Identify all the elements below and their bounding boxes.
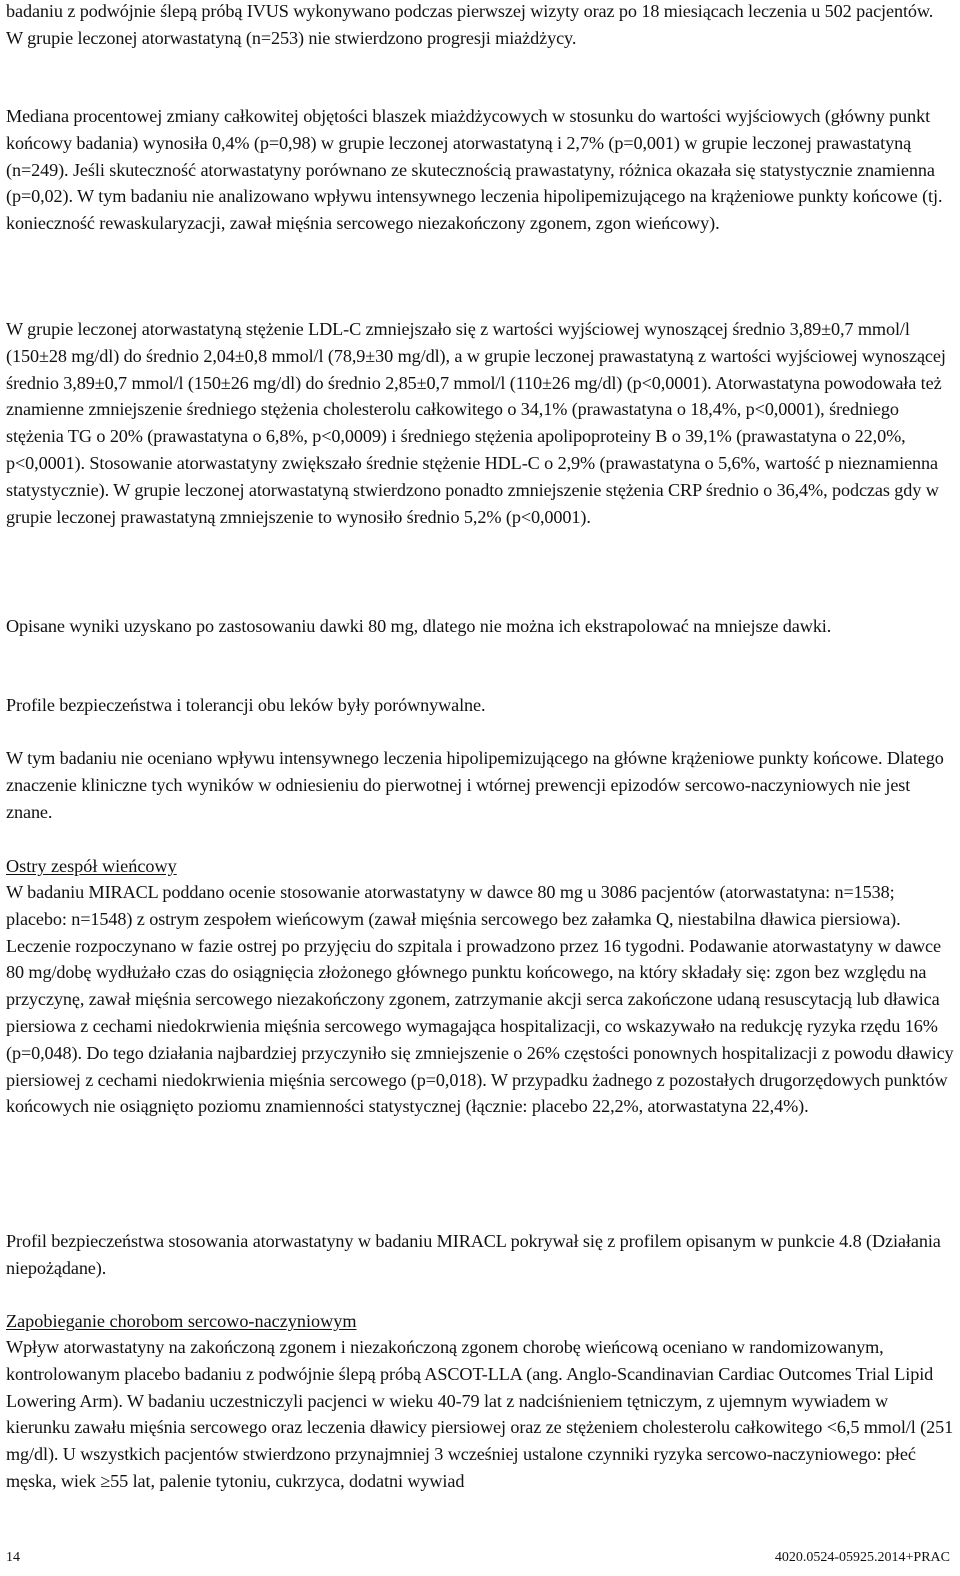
paragraph-median-change: Mediana procentowej zmiany całkowitej objętości blaszek miażdżycowych w stosunku do wartości wyjściowych (główny punkt końcowy badania) wynosiła 0,4% (p=0,98) w grupie leczonej atorwastatyną i 2,7% (p=0,001) w grupie leczonej prawastatyną (n=249). Jeśli skuteczność atorwastatyny porównano ze skutecznością prawastatyny, różnica okazała się statystycznie znamienna (p=0,02). W tym badaniu nie analizowano wpływu intensywnego leczenia hipolipemizującego na krążeniowe punkty końcowe (tj. konieczność rewaskularyzacji, zawał mięśnia sercowego niezakończony zgonem, zgon wieńcowy).	[6, 106, 943, 234]
paragraph-clinical-significance: W tym badaniu nie oceniano wpływu intensywnego leczenia hipolipemizującego na główne krążeniowe punkty końcowe. Dlatego znaczenie kliniczne tych wyników w odniesieniu do pierwotnej i wtórnej prewencji epizodów sercowo-naczyniowych nie jest znane.	[6, 748, 944, 822]
document-code: 4020.0524-05925.2014+PRAC	[774, 1550, 950, 1565]
section-heading-cv-prevention: Zapobieganie chorobom sercowo-naczyniowym	[6, 1311, 357, 1331]
page-number: 14	[6, 1550, 20, 1565]
paragraph-ldl-results: W grupie leczonej atorwastatyną stężenie LDL-C zmniejszało się z wartości wyjściowej wynoszącej średnio 3,89±0,7 mmol/l (150±28 mg/dl) do średnio 2,04±0,8 mmol/l (78,9±30 mg/dl), a w grupie leczonej prawastatyną z wartości wyjściowej wynoszącej średnio 3,89±0,7 mmol/l (150±26 mg/dl) do średnio 2,85±0,7 mmol/l (110±26 mg/dl) (p<0,0001). Atorwastatyna powodowała też znamienne zmniejszenie średniego stężenia cholesterolu całkowitego o 34,1% (prawastatyna o 18,4%, p<0,0001), średniego stężenia TG o 20% (prawastatyna o 6,8%, p<0,0009) i średniego stężenia apolipoproteiny B o 39,1% (prawastatyna o 22,0%, p<0,0001). Stosowanie atorwastatyny zwiększało średnie stężenie HDL-C o 2,9% (prawastatyna o 5,6%, wartość p nieznamienna statystycznie). W grupie leczonej atorwastatyną stwierdzono ponadto zmniejszenie stężenia CRP średnio o 36,4%, podczas gdy w grupie leczonej prawastatyną zmniejszenie to wynosiło średnio 5,2% (p<0,0001).	[6, 319, 946, 527]
paragraph-dose-note: Opisane wyniki uzyskano po zastosowaniu dawki 80 mg, dlatego nie można ich ekstrapolować na mniejsze dawki.	[6, 616, 832, 636]
paragraph-safety-profiles: Profile bezpieczeństwa i tolerancji obu leków były porównywalne.	[6, 695, 486, 715]
paragraph-ivus-intro: badaniu z podwójnie ślepą próbą IVUS wykonywano podczas pierwszej wizyty oraz po 18 miesiącach leczenia u 502 pacjentów. W grupie leczonej atorwastatyną (n=253) nie stwierdzono progresji miażdżycy.	[6, 1, 934, 48]
paragraph-ascot-lla: Wpływ atorwastatyny na zakończoną zgonem i niezakończoną zgonem chorobę wieńcową oceniano w randomizowanym, kontrolowanym placebo badaniu z podwójnie ślepą próbą ASCOT-LLA (ang. Anglo-Scandinavian Cardiac Outcomes Trial Lipid Lowering Arm). W badaniu uczestniczyli pacjenci w wieku 40-79 lat z nadciśnieniem tętniczym, z ujemnym wywiadem w kierunku zawału mięśnia sercowego oraz leczenia dławicy piersiowej oraz ze stężeniem cholesterolu całkowitego <6,5 mmol/l (251 mg/dl). U wszystkich pacjentów stwierdzono przynajmniej 3 wcześniej ustalone czynniki ryzyka sercowo-naczyniowego: płeć męska, wiek ≥55 lat, palenie tytoniu, cukrzyca, dodatni wywiad	[6, 1337, 954, 1491]
section-heading-acute-coronary: Ostry zespół wieńcowy	[6, 856, 177, 876]
paragraph-miracl-study: W badaniu MIRACL poddano ocenie stosowanie atorwastatyny w dawce 80 mg u 3086 pacjentów (atorwastatyna: n=1538; placebo: n=1548) z ostrym zespołem wieńcowym (zawał mięśnia sercowego bez załamka Q, niestabilna dławica piersiowa). Leczenie rozpoczynano w fazie ostrej po przyjęciu do szpitala i prowadzono przez 16 tygodni. Podawanie atorwastatyny w dawce 80 mg/dobę wydłużało czas do osiągnięcia złożonego głównego punktu końcowego, na który składały się: zgon bez względu na przyczynę, zawał mięśnia sercowego niezakończony zgonem, zatrzymanie akcji serca zakończone udaną resuscytacją lub dławica piersiowa z cechami niedokrwienia mięśnia sercowego wymagająca hospitalizacji, co wskazywało na redukcję ryzyka rzędu 16% (p=0,048). Do tego działania najbardziej przyczyniło się zmniejszenie o 26% częstości ponownych hospitalizacji z powodu dławicy piersiowej z cechami niedokrwienia mięśnia sercowego (p=0,018). W przypadku żadnego z pozostałych drugorzędowych punktów końcowych nie osiągnięto poziomu znamienności statystycznej (łącznie: placebo 22,2%, atorwastatyna 22,4%).	[6, 882, 954, 1117]
paragraph-miracl-safety: Profil bezpieczeństwa stosowania atorwastatyny w badaniu MIRACL pokrywał się z profilem opisanym w punkcie 4.8 (Działania niepożądane).	[6, 1231, 941, 1278]
